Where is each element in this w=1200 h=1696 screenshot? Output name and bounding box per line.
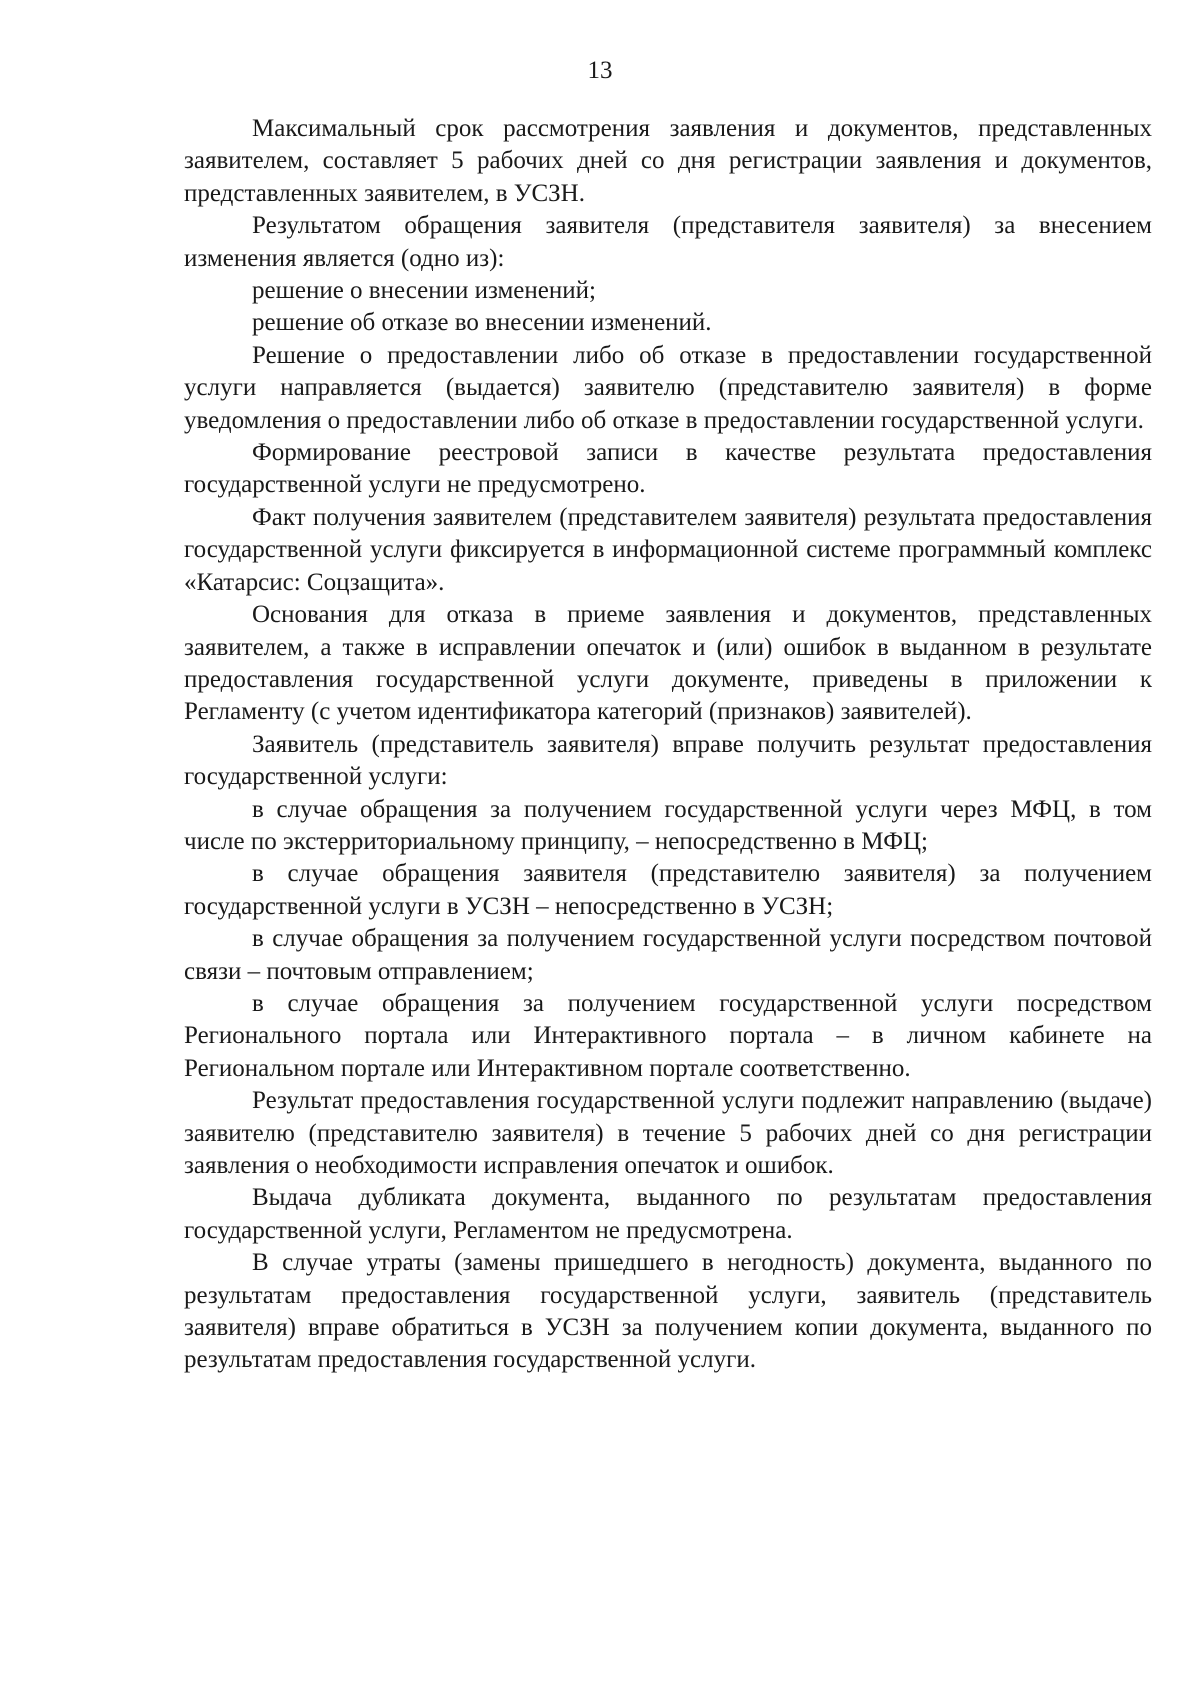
list-item-decision-change: решение о внесении изменений; <box>252 277 596 305</box>
paragraph-result-receipt-fact: Факт получения заявителем (представителем заявителя) результата предоставления государственной услуги фиксируется в информационной системе программный комплекс «Катарсис: Соцзащита». <box>184 503 1152 596</box>
paragraph-result-of-request: Результатом обращения заявителя (представителя заявителя) за внесением изменения является (одно из): <box>184 212 1152 272</box>
paragraph-review-period: Максимальный срок рассмотрения заявления и документов, представленных заявителем, составляет 5 рабочих дней со дня регистрации заявления и документов, представленных заявителем, в УСЗН. <box>184 115 1152 207</box>
paragraph-document-loss: В случае утраты (замены пришедшего в негодность) документа, выданного по результатам предоставления государственной услуги, заявитель (представитель заявителя) вправе обратиться в УСЗН за получением копии документа, выданного по результатам предоставления государственной услуги. <box>184 1249 1152 1374</box>
page-number: 13 <box>587 57 613 84</box>
list-item-decision-refusal: решение об отказе во внесении изменений. <box>252 309 712 337</box>
list-item-channel-uszn: в случае обращения заявителя (представителю заявителя) за получением государственной услуги в УСЗН – непосредственно в УСЗН; <box>184 860 1152 920</box>
paragraph-result-delivery-term: Результат предоставления государственной услуги подлежит направлению (выдаче) заявителю (представителю заявителя) в течение 5 рабочих дней со дня регистрации заявления о необходимости исправления опечаток и ошибок. <box>184 1087 1152 1179</box>
list-item-channel-post: в случае обращения за получением государственной услуги посредством почтовой связи – почтовым отправлением; <box>184 925 1152 985</box>
paragraph-result-channels-intro: Заявитель (представитель заявителя) вправе получить результат предоставления государственной услуги: <box>184 730 1152 791</box>
paragraph-refusal-grounds: Основания для отказа в приеме заявления и документов, представленных заявителем, а также в исправлении опечаток и (или) ошибок в выданном в результате предоставления государственной услуги документе, приведены в приложении к Регламенту (с учетом идентификатора категорий (признаков) заявителей). <box>184 601 1152 726</box>
paragraph-notification-form: Решение о предоставлении либо об отказе в предоставлении государственной услуги направляется (выдается) заявителю (представителю заявителя) в форме уведомления о предоставлении либо об отказе в предоставлении государственной услуги. <box>184 341 1152 434</box>
paragraph-duplicate-issuance: Выдача дубликата документа, выданного по результатам предоставления государственной услуги, Регламентом не предусмотрена. <box>184 1184 1152 1244</box>
document-body <box>184 113 1152 1377</box>
list-item-channel-portal: в случае обращения за получением государственной услуги посредством Регионального портала или Интерактивного портала – в личном кабинете на Региональном портале или Интерактивном портале соответственно. <box>184 989 1152 1082</box>
paragraph-registry-record: Формирование реестровой записи в качестве результата предоставления государственной услуги не предусмотрено. <box>184 439 1152 499</box>
list-item-channel-mfc: в случае обращения за получением государственной услуги через МФЦ, в том числе по экстерриториальному принципу, – непосредственно в МФЦ; <box>184 795 1152 855</box>
